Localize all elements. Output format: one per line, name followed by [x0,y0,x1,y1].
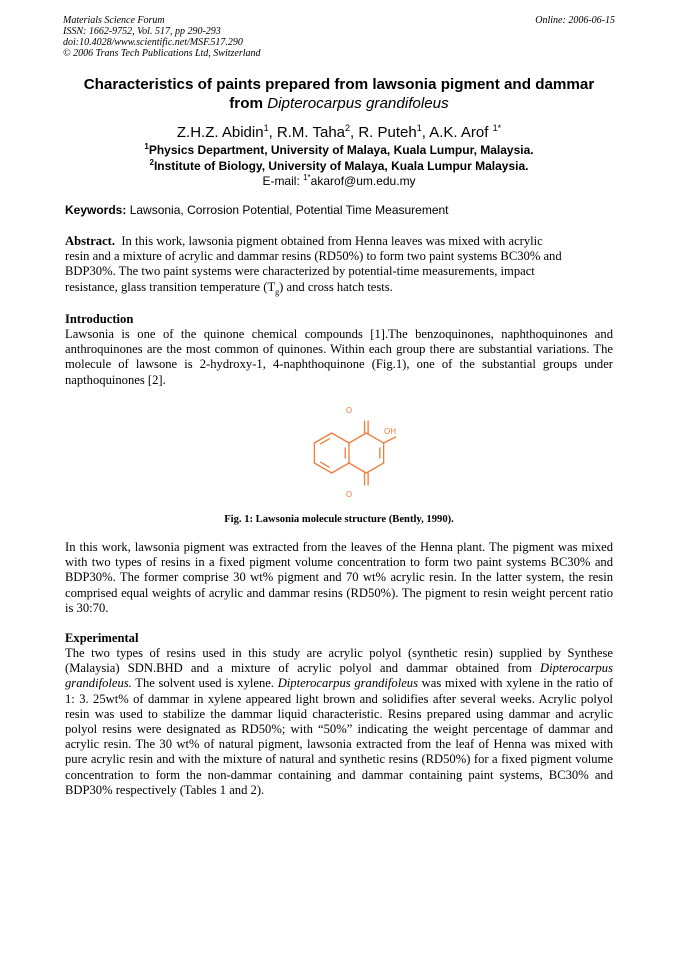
bond-C2-OH [384,437,396,443]
email-address[interactable]: akarof@um.edu.my [310,174,416,188]
journal-header [63,15,615,59]
introduction-text: Lawsonia is one of the quinone chemical compounds [1].The benzoquinones, naphthoquinones and anthroquinones are the most common of quinones. Within each group there are substantial variations. The molecule of lawsone is 2-hydroxy-1, 4-naphthoquinone (Fig.1), one of the substantial groups under napthoquinones [2]. [65,327,613,387]
experimental-text-1: The two types of resins used in this study are acrylic polyol (synthetic resin) supplied by Synthese (Malaysia) SDN.BHD and a mixture of acrylic polyol and dammar obtained from [65,646,613,676]
hydroxyl-label: OH [384,427,396,436]
affiliation-1-text: Physics Department, University of Malaya, Kuala Lumpur, Malaysia. [148,143,534,157]
bond-C3-C4 [366,463,383,473]
author-1-affil: 1 [263,123,269,133]
abstract-line-1 [65,234,613,249]
experimental-text-2: The solvent used is xylene. [131,676,278,691]
double-bond-C8-C7 [321,439,330,444]
bond-C4-C4a [349,463,366,473]
author-2-affil: 2 [345,123,351,133]
author-4-affil: 1* [492,123,502,133]
author-2: , R.M. Taha [268,124,345,141]
paper-title [60,75,618,113]
journal-copyright: © 2006 Trans Tech Publications Ltd, Switzerland [63,48,261,59]
keywords [65,203,615,218]
abstract-line-4 [65,280,613,295]
abstract-text-4b: ) and cross hatch tests. [279,279,393,294]
bond-C5-C4a [332,463,349,473]
affiliation-2 [60,159,618,174]
oxygen-bottom-label: O [345,490,353,499]
title-line-1: Characteristics of paints prepared from lawsonia pigment and dammar [83,76,595,93]
tg-subscript: g [275,287,280,297]
abstract-line-3: BDP30%. The two paint systems were characterized by potential-time measurements, impact [65,264,535,279]
abstract-label: Abstract. [65,234,116,248]
double-bond-C6-C5 [321,462,330,467]
body-paragraph: In this work, lawsonia pigment was extracted from the leaves of the Henna plant. The pigment was mixed with two types of resins in a fixed pigment volume concentration to form two paint systems BC30% and BDP30%. The former comprise 30 wt% pigment and 70 wt% acrylic resin. In the latter system, the resin comprised equal weights of acrylic and dammar resins (RD50%). The pigment to resin weight percent ratio is 30:70. [65,540,613,615]
bond-C6-C5 [314,463,331,473]
author-1: Z.H.Z. Abidin [176,124,264,141]
keywords-label: Keywords: [65,203,127,217]
abstract-text-1: In this work, lawsonia pigment obtained from Henna leaves was mixed with acrylic [115,234,543,248]
email-label: E-mail: [262,174,304,188]
oxygen-top-label: O [345,406,353,415]
species-name-2: Dipterocarpus grandifoleus [277,676,419,691]
experimental-text [65,646,613,798]
bond-C1-C2 [366,433,383,443]
affiliation-1 [60,143,618,158]
online-date: Online: 2006-06-15 [535,15,615,26]
affiliation-2-mark: 2 [149,158,154,167]
abstract [65,234,613,295]
abstract-line-2: resin and a mixture of acrylic and dammar resins (RD50%) to form two paint systems BC30% and [65,249,562,264]
introduction-heading: Introduction [65,312,134,326]
journal-name: Materials Science Forum [63,15,165,26]
experimental-text-3: was mixed with xylene in the ratio of 1: 3. 25wt% of dammar in xylene appeared light brown and solidifies after several weeks. Acrylic polyol resin was used to stabilize the dammar liquid characteristic. Resins prepared using dammar and acrylic polyol resins were designated as RD50%; with “50%” indicating the weight percentage of dammar and acrylic resin. The 30 wt% of natural pigment, lawsonia extracted from the leaf of Henna was mixed with pure acrylic resin and with the mixture of natural and synthetic resins (RD50%) for a fixed pigment volume concentration to form the non-dammar containing and dammar containing paint systems, BC30% and BDP30% respectively (Tables 1 and 2). [65,676,614,797]
title-species: Dipterocarpus grandifoleus [267,95,449,112]
journal-issn: ISSN: 1662-9752, Vol. 517, pp 290-293 [63,26,221,37]
figure-caption: Fig. 1: Lawsonia molecule structure (Bently, 1990). [224,514,454,525]
title-line-2 [60,94,618,113]
bond-C8a-C1 [349,433,366,443]
experimental-heading: Experimental [65,631,139,645]
title-from: from [229,95,268,112]
journal-info [63,15,615,59]
abstract-text-4a: resistance, glass transition temperature (T [65,279,276,294]
species-name-1: Dipterocarpus grandifoleus. [65,661,613,691]
author-list [60,124,618,142]
contact-email [60,174,618,189]
author-3-affil: 1 [416,123,422,133]
affiliation-2-text: Institute of Biology, University of Malaya, Kuala Lumpur Malaysia. [153,159,529,173]
author-3: , R. Puteh [350,124,417,141]
lawsonia-structure-figure [270,400,410,505]
email-mark: 1* [303,173,311,182]
affiliation-1-mark: 1 [144,142,149,151]
author-4: , A.K. Arof [421,124,493,141]
keywords-text: Lawsonia, Corrosion Potential, Potential Time Measurement [126,203,449,217]
journal-doi: doi:10.4028/www.scientific.net/MSF.517.290 [63,37,243,48]
bond-C8-C7 [314,433,331,443]
bond-C8a-C8 [332,433,349,443]
